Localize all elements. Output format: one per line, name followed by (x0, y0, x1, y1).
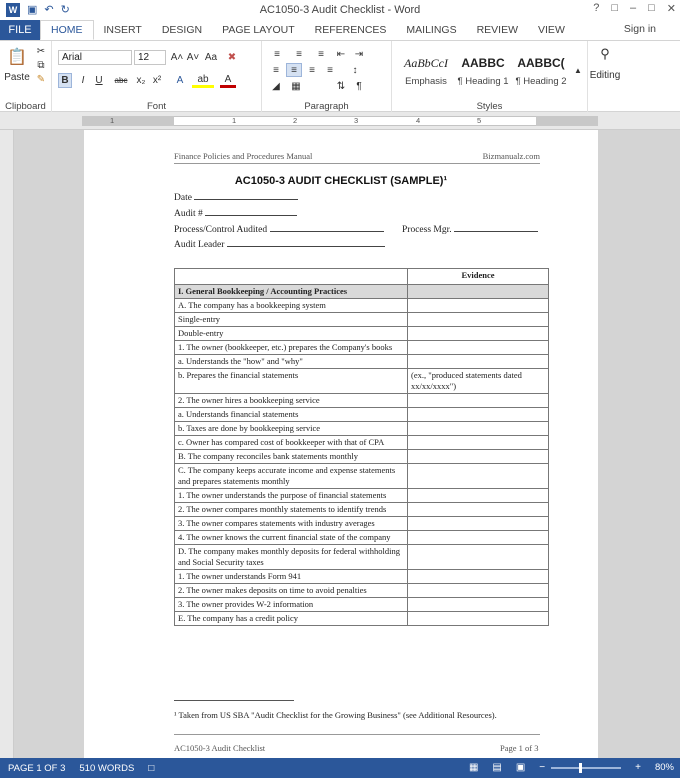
checklist-item[interactable]: 2. The owner makes deposits on time to avoid penalties (175, 584, 408, 598)
style-emphasis[interactable] (398, 47, 454, 93)
evidence-cell[interactable] (408, 584, 549, 598)
leader-field (174, 238, 385, 250)
mgr-label: Process Mgr. (402, 225, 452, 235)
font-size-box[interactable] (134, 50, 166, 65)
web-layout-icon[interactable]: ▣ (515, 762, 526, 773)
font-color-icon[interactable]: A (220, 73, 236, 88)
zoom-level[interactable]: 80% (654, 762, 674, 773)
date-label: Date (174, 193, 192, 203)
text-effects-icon[interactable]: A (176, 75, 184, 86)
table-row (175, 408, 549, 422)
tab-review[interactable]: REVIEW (476, 24, 519, 36)
underline-button[interactable]: U (95, 75, 103, 86)
title-bar (0, 0, 680, 20)
table-row (175, 517, 549, 531)
table-row (175, 598, 549, 612)
evidence-cell[interactable] (408, 545, 549, 570)
font-label: Font (146, 101, 166, 112)
paragraph-label: Paragraph (304, 101, 349, 112)
window-title: AC1050-3 Audit Checklist - Word (259, 4, 421, 16)
help-icon[interactable]: ? (593, 2, 600, 14)
ribbon (0, 40, 680, 112)
evidence-cell[interactable] (408, 436, 549, 450)
tab-references[interactable]: REFERENCES (314, 24, 387, 36)
zoom-slider[interactable] (551, 767, 621, 769)
process-field (174, 223, 384, 235)
process-line (270, 223, 384, 232)
font-group (52, 41, 262, 113)
evidence-cell[interactable] (408, 489, 549, 503)
checklist-item[interactable]: 1. The owner understands Form 941 (175, 570, 408, 584)
section-title: I. General Bookkeeping / Accounting Practices (175, 285, 408, 299)
checklist-item[interactable]: b. Prepares the financial statements (175, 369, 408, 394)
process-label: Process/Control Audited (174, 225, 268, 235)
table-row (175, 612, 549, 626)
tab-file[interactable]: FILE (0, 20, 40, 40)
tab-view[interactable]: VIEW (538, 24, 565, 36)
clipboard-label: Clipboard (5, 101, 46, 112)
table-row (175, 341, 549, 355)
evidence-cell[interactable] (408, 517, 549, 531)
align-left-icon[interactable]: ≡ (273, 64, 279, 76)
clear-formatting-icon[interactable]: ✖ (227, 52, 237, 63)
evidence-cell[interactable] (408, 355, 549, 369)
ruler-left-margin (82, 116, 174, 126)
table-row (175, 394, 549, 408)
align-right-icon[interactable]: ≡ (309, 64, 315, 76)
horizontal-ruler[interactable] (0, 112, 680, 130)
editing-button[interactable]: Editing (589, 69, 621, 81)
page-header (174, 150, 540, 164)
increase-indent-icon[interactable]: ⇥ (354, 48, 364, 60)
style-preview: AaBbCcI (404, 55, 448, 70)
evidence-cell[interactable] (408, 464, 549, 489)
minimize-icon[interactable]: – (630, 2, 637, 14)
ruler-right-margin (536, 116, 598, 126)
print-layout-icon[interactable]: ▤ (492, 762, 502, 773)
mgr-line (454, 223, 538, 232)
paragraph-group (262, 41, 392, 113)
superscript-button[interactable]: x² (152, 75, 162, 86)
table-cell[interactable] (175, 269, 408, 285)
leader-line (227, 238, 385, 247)
numbering-icon[interactable]: ≡ (296, 48, 302, 60)
evidence-cell[interactable] (408, 503, 549, 517)
borders-icon[interactable]: ▦ (291, 80, 301, 92)
zoom-slider-thumb[interactable] (579, 763, 582, 773)
zoom-controls (461, 762, 674, 773)
style-heading-1[interactable] (454, 47, 512, 93)
evidence-cell[interactable] (408, 450, 549, 464)
checklist-item[interactable]: 2. The owner hires a bookkeeping service (175, 394, 408, 408)
audit-field (174, 207, 297, 219)
ruler-number: 3 (354, 116, 359, 125)
page-count[interactable]: PAGE 1 OF 3 (8, 762, 66, 774)
ribbon-tab-bar (0, 20, 680, 40)
document-area[interactable] (14, 130, 680, 758)
checklist-item[interactable]: a. Understands the "how" and "why" (175, 355, 408, 369)
audit-checklist-table (174, 268, 549, 626)
change-case-icon[interactable]: Aa (204, 52, 218, 63)
evidence-cell[interactable] (408, 570, 549, 584)
evidence-cell[interactable]: (ex., "produced statements dated xx/xx/xxxx") (408, 369, 549, 394)
date-field (174, 191, 298, 203)
tab-home[interactable]: HOME (40, 20, 94, 40)
highlight-icon[interactable]: ab (192, 73, 214, 88)
checklist-item[interactable]: 4. The owner knows the current financial state of the company (175, 531, 408, 545)
show-hide-icon[interactable]: ¶ (356, 80, 362, 92)
table-row (175, 584, 549, 598)
paste-button[interactable]: Paste (4, 71, 30, 83)
document-title: AC1050-3 AUDIT CHECKLIST (SAMPLE)¹ (234, 175, 448, 187)
checklist-item[interactable]: Single-entry (175, 313, 408, 327)
footer-left: AC1050-3 Audit Checklist (174, 743, 266, 753)
style-preview: AABBC( (517, 55, 565, 70)
document-page[interactable] (84, 130, 598, 758)
table-row (175, 327, 549, 341)
shrink-font-icon[interactable]: A˅ (186, 52, 200, 63)
bold-button[interactable]: B (58, 73, 72, 88)
tab-mailings[interactable]: MAILINGS (406, 24, 457, 36)
strikethrough-button[interactable]: abc (114, 76, 128, 85)
justify-icon[interactable]: ≡ (327, 64, 333, 76)
ruler-number: 1 (110, 116, 115, 125)
decrease-indent-icon[interactable]: ⇤ (336, 48, 346, 60)
table-row (175, 464, 549, 489)
checklist-item[interactable]: D. The company makes monthly deposits for federal withholding and Social Security taxes (175, 545, 408, 570)
checklist-item[interactable]: 2. The owner compares monthly statements to identify trends (175, 503, 408, 517)
evidence-cell[interactable] (408, 531, 549, 545)
checklist-item[interactable]: A. The company has a bookkeeping system (175, 299, 408, 313)
bullets-icon[interactable]: ≡ (274, 48, 280, 60)
evidence-cell[interactable] (408, 341, 549, 355)
evidence-cell[interactable] (408, 327, 549, 341)
checklist-item[interactable]: Double-entry (175, 327, 408, 341)
font-name-value: Arial (62, 52, 83, 63)
tab-insert[interactable]: INSERT (103, 24, 142, 36)
tab-design[interactable]: DESIGN (161, 24, 203, 36)
date-line (194, 191, 298, 200)
table-row (175, 545, 549, 570)
table-row (175, 355, 549, 369)
style-name: ¶ Heading 2 (515, 75, 567, 87)
zoom-out-icon[interactable]: − (539, 762, 546, 773)
vertical-ruler[interactable] (0, 130, 14, 758)
status-bar (0, 758, 680, 778)
table-cell[interactable] (408, 285, 549, 299)
undo-icon[interactable]: ↶ (44, 3, 54, 16)
font-size-value: 12 (138, 52, 150, 63)
tab-page-layout[interactable]: PAGE LAYOUT (222, 24, 295, 36)
shading-icon[interactable]: ◢ (272, 80, 280, 92)
ruler-number: 1 (232, 116, 237, 125)
ruler-number: 4 (416, 116, 421, 125)
quick-access-toolbar (0, 0, 70, 20)
close-icon[interactable]: ✕ (666, 3, 676, 15)
sort-icon[interactable]: ⇅ (336, 80, 346, 92)
leader-label: Audit Leader (174, 240, 225, 250)
sign-in-link[interactable]: Sign in (623, 23, 656, 35)
find-icon[interactable]: ⚲ (600, 46, 610, 61)
evidence-cell[interactable] (408, 408, 549, 422)
styles-scroll-icon[interactable]: ▲ (574, 65, 582, 75)
table-row (175, 531, 549, 545)
audit-line (205, 207, 297, 216)
checklist-item[interactable]: 1. The owner (bookkeeper, etc.) prepares the Company's books (175, 341, 408, 355)
checklist-item[interactable]: C. The company keeps accurate income and expense statements and prepares statements monthly (175, 464, 408, 489)
ruler-number: 5 (477, 116, 482, 125)
table-row (175, 436, 549, 450)
checklist-item[interactable]: c. Owner has compared cost of bookkeeper with that of CPA (175, 436, 408, 450)
mgr-field (402, 223, 538, 235)
checklist-item[interactable]: 3. The owner compares statements with industry averages (175, 517, 408, 531)
table-row (175, 299, 549, 313)
table-row (175, 422, 549, 436)
footnote: ¹ Taken from US SBA "Audit Checklist for the Growing Business" (see Additional Resources). (174, 710, 497, 720)
window-controls (593, 2, 676, 15)
styles-group (392, 41, 588, 113)
italic-button[interactable]: I (81, 75, 85, 86)
footer-right: Page 1 of 3 (500, 743, 539, 753)
style-name: Emphasis (405, 75, 447, 87)
style-name: ¶ Heading 1 (457, 75, 509, 87)
header-left: Finance Policies and Procedures Manual (174, 151, 313, 161)
clipboard-group (0, 41, 52, 113)
table-row (175, 369, 549, 394)
table-header-row (175, 269, 549, 285)
evidence-cell[interactable] (408, 422, 549, 436)
evidence-cell[interactable] (408, 612, 549, 626)
zoom-in-icon[interactable]: + (635, 762, 641, 773)
read-mode-icon[interactable]: ▦ (468, 762, 479, 773)
word-logo-icon: W (6, 3, 20, 17)
checklist-item[interactable]: b. Taxes are done by bookkeeping service (175, 422, 408, 436)
cut-icon[interactable]: ✂ (36, 45, 46, 57)
checklist-item[interactable]: 3. The owner provides W-2 information (175, 598, 408, 612)
ruler-number: 2 (293, 116, 298, 125)
table-row (175, 313, 549, 327)
audit-label: Audit # (174, 209, 203, 219)
evidence-cell[interactable] (408, 313, 549, 327)
multilevel-list-icon[interactable]: ≡ (318, 48, 324, 60)
section-row (175, 285, 549, 299)
checklist-item[interactable]: B. The company reconciles bank statements monthly (175, 450, 408, 464)
maximize-icon[interactable]: □ (648, 2, 655, 14)
save-icon[interactable]: ▣ (27, 3, 38, 16)
align-center-icon[interactable]: ≡ (286, 63, 302, 77)
table-row (175, 450, 549, 464)
font-name-box[interactable] (58, 50, 132, 65)
evidence-cell[interactable] (408, 299, 549, 313)
checklist-item[interactable]: E. The company has a credit policy (175, 612, 408, 626)
checklist-item[interactable]: 1. The owner understands the purpose of financial statements (175, 489, 408, 503)
subscript-button[interactable]: x₂ (136, 75, 146, 86)
table-body (175, 269, 549, 626)
table-row (175, 489, 549, 503)
redo-icon[interactable]: ↻ (60, 3, 70, 16)
style-preview: AABBC (461, 55, 505, 70)
style-heading-2[interactable] (512, 47, 570, 93)
format-painter-icon[interactable]: ✎ (36, 73, 46, 85)
grow-font-icon[interactable]: A˄ (170, 52, 184, 63)
table-row (175, 503, 549, 517)
word-count[interactable]: 510 WORDS (79, 762, 135, 774)
footnote-separator (174, 700, 294, 701)
copy-icon[interactable]: ⧉ (37, 59, 45, 71)
paste-icon[interactable]: 📋 (7, 49, 27, 66)
editing-group (588, 41, 622, 113)
table-row (175, 570, 549, 584)
header-right: Bizmanualz.com (482, 151, 540, 161)
footer-separator (174, 734, 540, 735)
evidence-cell[interactable] (408, 394, 549, 408)
evidence-cell[interactable] (408, 598, 549, 612)
line-spacing-icon[interactable]: ↕ (352, 64, 358, 76)
styles-label: Styles (476, 101, 503, 112)
checklist-item[interactable]: a. Understands financial statements (175, 408, 408, 422)
ribbon-display-icon[interactable]: □ (611, 2, 618, 14)
evidence-header: Evidence (408, 269, 549, 285)
proofing-icon[interactable]: □ (148, 762, 155, 774)
